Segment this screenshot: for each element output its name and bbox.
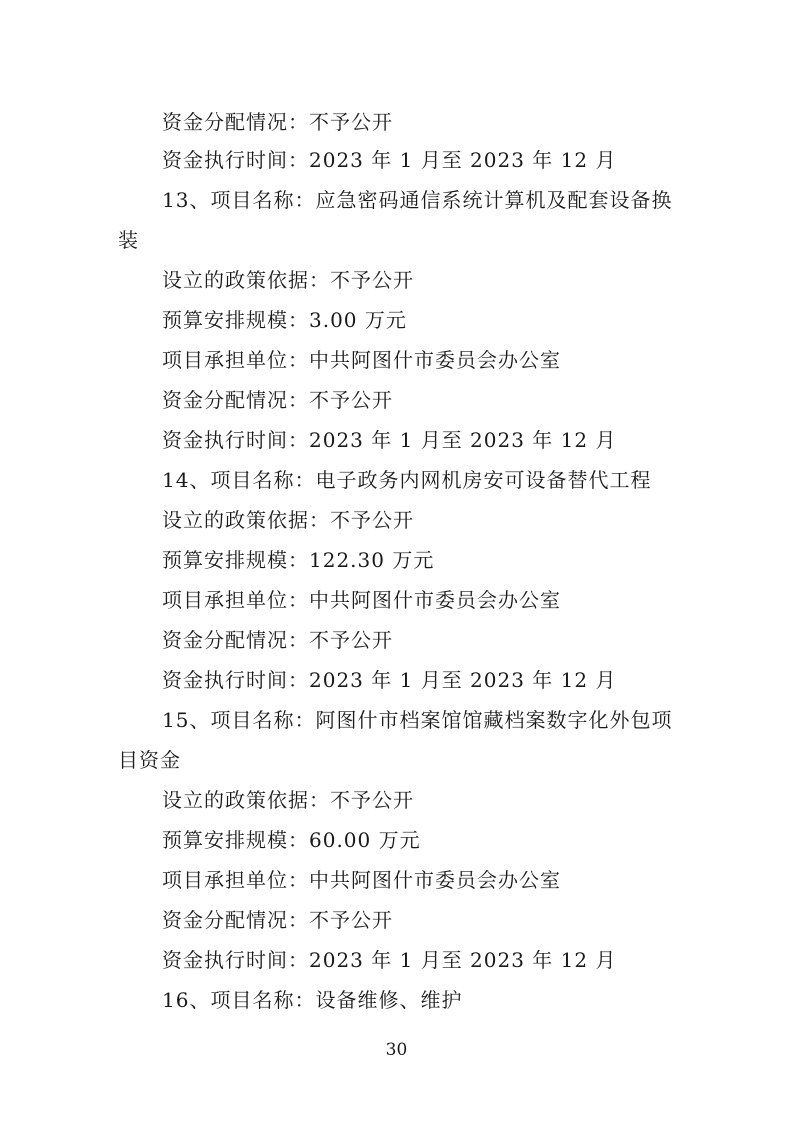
policy-basis-line: 设立的政策依据：不予公开 [162, 508, 414, 532]
project-13-title-continuation: 装 [118, 228, 139, 252]
responsible-unit-line: 项目承担单位：中共阿图什市委员会办公室 [162, 588, 561, 612]
fund-allocation-line: 资金分配情况：不予公开 [162, 110, 393, 134]
project-13-title-line: 13、项目名称：应急密码通信系统计算机及配套设备换 [162, 188, 673, 212]
responsible-unit-line: 项目承担单位：中共阿图什市委员会办公室 [162, 348, 561, 372]
budget-scale-line: 预算安排规模：122.30 万元 [162, 548, 435, 572]
fund-allocation-line: 资金分配情况：不予公开 [162, 908, 393, 932]
policy-basis-line: 设立的政策依据：不予公开 [162, 788, 414, 812]
fund-execution-time-line: 资金执行时间：2023 年 1 月至 2023 年 12 月 [162, 948, 617, 972]
fund-execution-time-line: 资金执行时间：2023 年 1 月至 2023 年 12 月 [162, 668, 617, 692]
budget-scale-line: 预算安排规模：60.00 万元 [162, 828, 421, 852]
budget-scale-line: 预算安排规模：3.00 万元 [162, 308, 407, 332]
project-15-title-line: 15、项目名称：阿图什市档案馆馆藏档案数字化外包项 [162, 708, 673, 732]
fund-execution-time-line: 资金执行时间：2023 年 1 月至 2023 年 12 月 [162, 428, 617, 452]
fund-execution-time-line: 资金执行时间：2023 年 1 月至 2023 年 12 月 [162, 148, 617, 172]
page-number: 30 [385, 1040, 408, 1060]
project-16-title-line: 16、项目名称：设备维修、维护 [162, 988, 463, 1012]
fund-allocation-line: 资金分配情况：不予公开 [162, 388, 393, 412]
fund-allocation-line: 资金分配情况：不予公开 [162, 628, 393, 652]
project-14-title-line: 14、项目名称：电子政务内网机房安可设备替代工程 [162, 468, 652, 492]
policy-basis-line: 设立的政策依据：不予公开 [162, 268, 414, 292]
responsible-unit-line: 项目承担单位：中共阿图什市委员会办公室 [162, 868, 561, 892]
project-15-title-continuation: 目资金 [118, 748, 181, 772]
